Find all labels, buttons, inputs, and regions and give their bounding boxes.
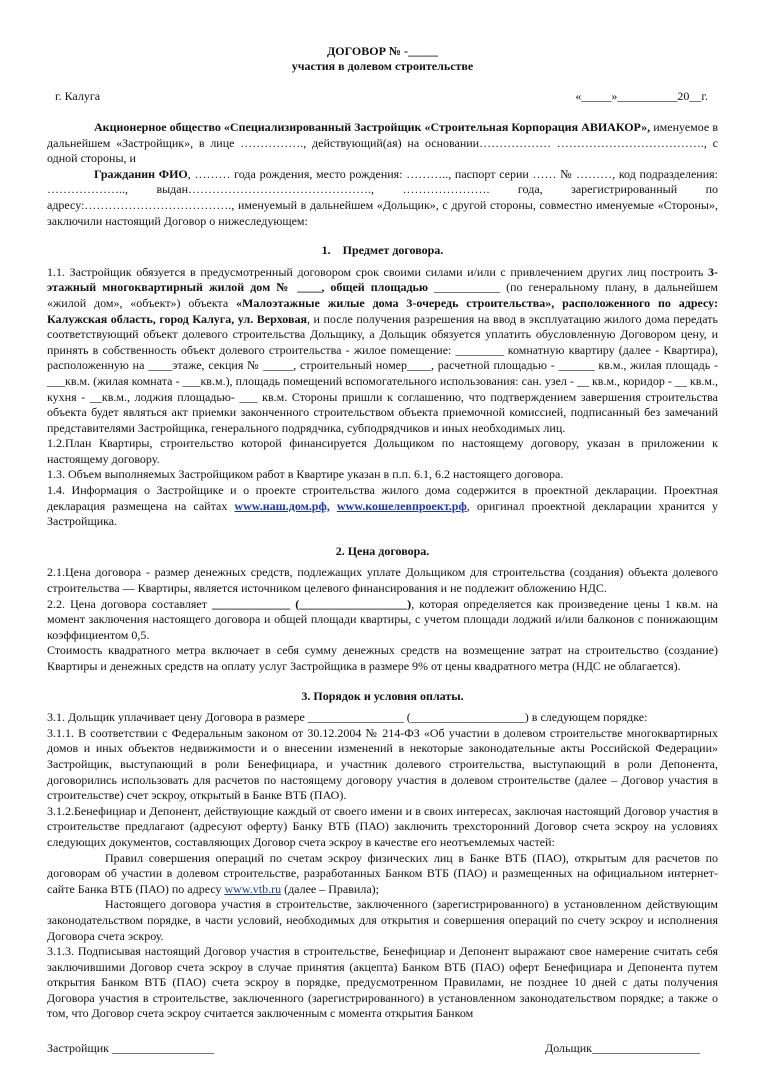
- text: , оригинал проектной декларации хранится у Застройщика.: [47, 498, 719, 529]
- contract-sections: [47, 243, 718, 1022]
- text: (далее – Правила);: [281, 881, 379, 896]
- text: , и после получения разрешения на ввод в эксплуатацию жилого дома передать соответствующий объект долевого строительства Дольщику, а Дольщик обязуется уплатить обусловленную Договором цену, и принять в собственность объект долевого строительства - жилое помещение: ________ комнатную квартиру (далее - Квартира), расположенную на ____этаже, секция № _____, строительный номер____, расчетной площадью - ______ кв.м., жилая площадь - ___кв.м. (жилая комната - ___кв.м.), площадь помещений вспомогательного использования: сан. узел - __ кв.м., коридор - __ кв.м., кухня - __кв.м., лоджия площадью- ___ кв.м. Стороны пришли к соглашению, что подтверждением завершения строительства объекта будет являться акт приемки законченного строительством объекта приемочной комиссией, подписанный без замечаний представителями Застройщика, генерального подрядчика, субподрядчиков и иных необходимых лиц.: [47, 311, 718, 435]
- bold-text: Гражданин ФИО: [94, 166, 188, 181]
- text: 3.1. Дольщик уплачивает цену Договора в размере ________________ (___________________) в следующем порядке:: [47, 710, 648, 725]
- document-title: ДОГОВОР № -_____: [327, 44, 438, 58]
- contract-paragraph: [47, 851, 718, 898]
- section-heading: 2. Цена договора.: [335, 543, 430, 558]
- contract-paragraph: [47, 710, 718, 726]
- bold-text: _____________ (__________________): [212, 596, 412, 611]
- section-heading: 1. Предмет договора.: [321, 243, 444, 258]
- text: 1.3. Объем выполняемых Застройщиком работ в Квартире указан в п.п. 6.1, 6.2 настоящего договора.: [47, 467, 564, 482]
- text: 1.2.План Квартиры, строительство которой финансируется Дольщиком по настоящему договору, указан в приложении к настоящему договору.: [47, 436, 718, 466]
- text: , которая определяется как произведение цены 1 кв.м. на момент заключения настоящего договора и общей площади квартиры, с учетом площади лоджий и/или балконов с понижающим коэффициентом 0,5.: [47, 596, 718, 642]
- document-subtitle: участия в долевом строительстве: [291, 59, 474, 73]
- bold-text: 3-этажный многоквартирный жилой дом № ____, общей площадью: [47, 264, 718, 295]
- contract-paragraph: [47, 436, 718, 467]
- contract-paragraph: [47, 643, 718, 674]
- text: 2.2. Цена договора составляет: [47, 596, 213, 611]
- shareholder-signature: Дольщик__________________: [545, 1041, 700, 1056]
- contract-paragraph: [47, 265, 718, 437]
- contract-paragraph: [47, 726, 718, 804]
- bold-text: «Малоэтажные жилые дома 3-очередь строительства», расположенного по адресу: Калужская область, город Калуга, ул. Верховая: [47, 295, 718, 326]
- text: 2.1.Цена договора - размер денежных средств, подлежащих уплате Дольщиком для строительства (создания) объекта долевого строительства — Квартиры, является источником целевого финансирования и не подлежит обложению НДС.: [47, 565, 718, 596]
- website-link[interactable]: www.наш.дом.рф,: [234, 498, 330, 513]
- text: Настоящего договора участия в строительстве, заключенного (зарегистрированного) в установленном действующим законодательством порядке, в части условий, необходимых для открытия и совершения операций по счету эскроу и исполнения Договора счета эскроу.: [47, 897, 718, 943]
- developer-signature: Застройщик _________________: [47, 1041, 214, 1056]
- contract-date: «_____»__________20__г.: [575, 89, 708, 103]
- website-link[interactable]: www.кошелевпроект.рф: [336, 498, 467, 513]
- contract-paragraph: [47, 120, 718, 167]
- text: Правил совершения операций по счетам эскроу физических лиц в Банке ВТБ (ПАО), открытым для расчетов по договорам об участии в долевом строительстве, разработанных Банком ВТБ (ПАО) и размещенных на официальном интернет-сайте Банка ВТБ (ПАО) по адресу: [47, 850, 718, 896]
- text: , ……… года рождения, место рождения: ……….., паспорт серии …… № ………, код подразделения: ……………….., выдан………………………………………., …………………. года, зарегистрированный по адресу:………………………………., именуемый в дальнейшем «Дольщик», с другой стороны, совместно именуемые «Стороны», заключили настоящий Договор о нижеследующем:: [47, 166, 718, 228]
- website-link[interactable]: www.vtb.ru: [224, 881, 282, 896]
- contract-paragraph: [47, 167, 718, 229]
- contract-paragraph: [47, 597, 718, 644]
- contract-paragraph: [47, 467, 718, 483]
- contract-paragraph: [47, 565, 718, 596]
- contract-paragraph: [47, 804, 718, 851]
- signature-row: [47, 1040, 718, 1056]
- text: именуемое в дальнейшем «Застройщик», в лице ……………., действующий(ая) на основании……………… ………………………………., с одной стороны, и: [47, 120, 718, 166]
- city: г. Калуга: [55, 89, 101, 103]
- text: 1.4. Информация о Застройщике и о проекте строительства жилого дома содержится в проектной декларации. Проектная декларация размещена на сайтах: [47, 483, 718, 513]
- text: 3.1.2.Бенефициар и Депонент, действующие каждый от своего имени и в своих интересах, заключая настоящий Договор участия в строительстве предлагают (адресуют оферту) Банку ВТБ (ПАО) заключить трехсторонний Договор счета эскроу на условиях следующих документов, составляющих Договор счета эскроу в качестве его неотъемлемых частей:: [47, 803, 718, 849]
- contract-paragraph: [47, 944, 718, 1022]
- text: 3.1.3. Подписывая настоящий Договор участия в строительстве, Бенефициар и Депонент выражают свое намерение считать себя заключившими Договор счета эскроу в случае принятия (акцепта) Банком ВТБ (ПАО) оферт Бенефициара и Депонента путем открытия Банком ВТБ (ПАО) счета эскроу в порядке, предусмотренном Правилами, не позднее 10 дней с даты получения Договора участия в строительстве, заключенного (зарегистрированного) в установленном законодательством порядке; а также о том, что Договор счета эскроу считается заключенным с момента открытия Банком: [47, 944, 718, 1021]
- text: 1.1. Застройщик обязуется в предусмотренный договором срок своими силами и/или с привлечением других лиц построить: [47, 264, 708, 279]
- parties-intro: [47, 120, 718, 229]
- text: Стоимость квадратного метра включает в себя сумму денежных средств на возмещение затрат на строительство (создание) Квартиры и денежных средств на оплату услуг Застройщика в размере 9% от цены квадратного метра (НДС не облагается).: [47, 643, 718, 673]
- bold-text: Акционерное общество «Специализированный Застройщик «Строительная Корпорация АВИАКОР»,: [94, 120, 651, 134]
- place-date-row: [47, 88, 718, 104]
- text: 3.1.1. В соответствии с Федеральным законом от 30.12.2004 № 214-ФЗ «Об участии в долевом строительстве многоквартирных домов и иных объектов недвижимости и о внесении изменений в некоторые законодательные акты Российской Федерации» Застройщик, выступающий в роли Бенефициара, и участник долевого строительства, выступающий в роли Депонента, договорились использовать для расчетов по настоящему договору участия в долевом строительстве (далее – Договор участия в строительстве) счет эскроу, открытый в Банке ВТБ (ПАО).: [47, 725, 718, 803]
- text: ___________ (по генеральному плану, в дальнейшем «жилой дом», «объект») объекта: [47, 280, 718, 310]
- contract-page: [47, 44, 718, 1056]
- text: [330, 499, 337, 513]
- contract-paragraph: [47, 483, 718, 530]
- section-heading: 3. Порядок и условия оплаты.: [301, 688, 464, 703]
- contract-paragraph: [47, 897, 718, 944]
